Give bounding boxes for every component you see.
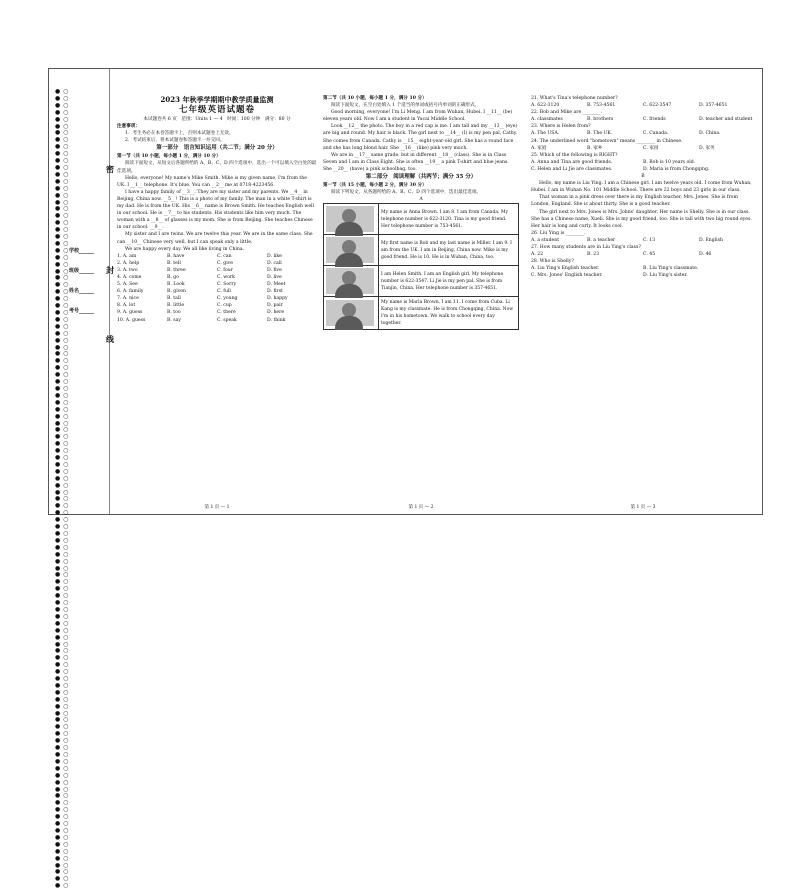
exam-subtitle: 七年级英语试题卷 — [178, 105, 255, 115]
option: C. give — [217, 260, 233, 266]
option: C. 622-3547 — [643, 103, 672, 109]
option: A. a student — [531, 237, 560, 243]
option: A. 家庭 — [531, 145, 547, 151]
option: D. Meet — [267, 282, 286, 288]
question-22: 22. Bob and Mike are ________. — [531, 110, 603, 116]
part-1-heading: 第一部分 语言知识运用（共二节；满分 20 分） — [156, 145, 278, 152]
section-3-heading: 第一节（共 15 小题，每小题 2 分，满分 30 分） — [323, 183, 427, 189]
option: D. Liu Ying's sister. — [643, 273, 688, 279]
option: C. full — [217, 289, 231, 295]
profile-row — [324, 235, 519, 266]
option: A. 622-3120 — [531, 103, 560, 109]
option: C. young — [217, 296, 238, 302]
cloze-option-row — [117, 295, 317, 302]
notice-1: 1．考生务必在本卷答题卡上，否则本试题卷上无效。 — [125, 131, 234, 137]
binding-strip — [49, 69, 110, 890]
option: 4. A. come — [117, 274, 142, 280]
question-23: 23. Where is Helen from? — [531, 124, 591, 130]
option: C. 家园 — [643, 145, 659, 151]
section-3-instructions: 阅读下列短文，从各题所给的 A、B、C、D 四个选项中，选出最佳选项。 — [331, 190, 482, 196]
option: 10. A. guess — [117, 317, 146, 323]
exam-number-field-label: 考号______ — [69, 308, 95, 314]
option: D. pair — [267, 303, 283, 309]
profile-table — [323, 203, 519, 330]
option: D. happy — [267, 296, 288, 302]
option: D. call — [267, 260, 282, 266]
option: D. China. — [699, 131, 721, 137]
cloze-option-row — [117, 253, 317, 260]
option: B. have — [167, 253, 185, 259]
option: 6. A. family — [117, 289, 144, 295]
school-field-label: 学校______ — [69, 248, 95, 254]
option: B. a teacher — [587, 237, 616, 243]
option: D. live — [267, 274, 282, 280]
page-1-footer: 第 1 页 — 1 — [204, 505, 230, 510]
class-field-label: 班级______ — [69, 268, 95, 274]
profile-text: My name is Maria Brown. I am 11. I come from Cuba. Li Kang is my classmate. He is from Chongqing, China. Now I'm in his hometown. We walk to school every day together. — [379, 297, 519, 330]
girl-photo — [326, 300, 374, 326]
passage-a-label: A — [419, 197, 423, 203]
fill-paragraph-3: We are in __17__ same grade, but in different __18__ (class). She is in Class Seven and I am in Class Eight. She is often __19__ a pink T-shirt and blue jeans. She __20__ (have) a pink schoolbag, too. — [323, 152, 509, 172]
exam-title: 2023 年秋季学期期中教学质量监测 — [160, 95, 274, 104]
option: 8. A. lot — [117, 303, 136, 309]
option: B. 753-4561 — [587, 103, 616, 109]
option: B. go — [167, 274, 180, 280]
question-options — [531, 237, 755, 244]
profile-photo-cell — [324, 235, 379, 266]
question-options — [531, 116, 755, 123]
option: A. 22 — [531, 252, 544, 258]
question-options — [531, 145, 755, 152]
question-26: 26. Liu Ying is ________. — [531, 230, 586, 236]
passage-b-label: B — [641, 174, 645, 180]
question-options — [531, 130, 755, 137]
option: 7. A. nice — [117, 296, 139, 302]
option: 9. A. guess — [117, 310, 143, 316]
section-2-heading: 第二节（共 10 小题，每小题 1 分，满分 10 分） — [323, 96, 427, 101]
option: C. 13 — [643, 237, 656, 243]
cloze-option-row — [117, 260, 317, 267]
option: C. there — [217, 310, 236, 316]
section-1-instructions: 阅读下面短文，从短文后各题所给的 A、B、C、D 四个选项中，选出一个可以填入空白处的最佳选项。 — [117, 161, 317, 174]
option: C. Canada. — [643, 131, 669, 137]
profile-text: My name is Anna Brown. I am 8. I am from Canada. My telephone number is 622-3120. Tina is my good friend. Her telephone number is 753-4561. — [379, 204, 519, 235]
option: B. little — [167, 303, 185, 309]
bind-char-xian: 线 — [106, 335, 114, 344]
option: A. The USA. — [531, 131, 560, 137]
option: B. brothers — [587, 117, 614, 123]
profile-photo-cell — [324, 266, 379, 297]
boy-photo — [326, 237, 374, 263]
question-27: 27. How many students are in Liu Ying's class? — [531, 244, 641, 250]
cloze-option-row — [117, 281, 317, 288]
question-options — [531, 251, 755, 258]
section-2-instructions: 阅读下面短文，在空白处填入 1 个适当的单词或括号内单词的正确形式。 — [331, 103, 480, 109]
option: C. Mrs. Jones' English teacher. — [531, 273, 603, 279]
question-28: 28. Who is Shelly? — [531, 259, 574, 265]
cloze-option-row — [117, 288, 317, 295]
fill-paragraph-1: Good morning, everyone! I'm Li Meng. I am from Wuhan, Hubei. I __11__ (be) eleven years old. Now I am a student in Yucai Middle School. — [323, 110, 513, 123]
question-options — [531, 159, 755, 173]
question-options — [531, 265, 755, 279]
option: C. four — [217, 267, 233, 273]
option: D. like — [267, 253, 282, 259]
option: B. tell — [167, 260, 181, 266]
option: B. 23 — [587, 252, 600, 258]
option: D. 357-4651 — [699, 103, 728, 109]
cloze-option-row — [117, 309, 317, 316]
exam-sheet — [48, 68, 763, 890]
option: B. say — [167, 317, 181, 323]
question-21: 21. What's Tina's telephone number? — [531, 96, 618, 101]
cloze-option-row — [117, 302, 317, 309]
option: C. 45 — [643, 252, 656, 258]
notice-heading: 注意事项： — [117, 124, 140, 130]
notice-2: 2．考试结束后，将本试题卷和答题卡一并交回。 — [125, 138, 225, 144]
option: D. five — [267, 267, 282, 273]
passage-b-paragraph-2: That woman in a pink dress over there is my English teacher, Mrs. Jones. She is from London, England. She is about thirty. She is a good teacher. — [531, 195, 738, 208]
page-1-column — [117, 95, 317, 507]
page-2-footer: 第 1 页 — 2 — [408, 505, 434, 510]
page-3-footer: 第 1 页 — 3 — [630, 505, 656, 510]
section-1-heading: 第一节（共 10 小题，每小题 1 分，满分 10 分） — [117, 154, 221, 160]
option: C. Helen and Li Jie are classmates. — [531, 166, 613, 172]
cloze-option-row — [117, 267, 317, 274]
bind-char-feng: 封 — [106, 266, 114, 275]
fill-paragraph-2: Look __12__ the photo. The boy in a red cap is me. I am tall and my __13__ (eye) are big and round. My hair is black. The girl next to __14__ (I) is my pen pal, Cathy. She comes from Canada. Cathy is __15__ eight-year-old girl. She has a round face and she has long blond hair. She __16__ (like) pink very much. — [323, 124, 518, 151]
question-25: 25. Which of the following is RIGHT? — [531, 152, 618, 158]
option: B. The UK. — [587, 131, 613, 137]
option: D. here — [267, 310, 285, 316]
option: C. friends — [643, 117, 666, 123]
option: B. three — [167, 267, 186, 273]
option: 3. A. two — [117, 267, 138, 273]
option: A. Anna and Tina are good friends. — [531, 159, 613, 165]
option: A. classmates — [531, 117, 563, 123]
option: C. speak — [217, 317, 237, 323]
option: B. tall — [167, 296, 181, 302]
dot-column-left: ● ○ ● ○ ● ○ ● ○ ● ○ ● ○ ● ○ ● ○ ● ○ ● ○ ● ○ ● ○ ● ○ ● ○ ● ○ ● ○ ● ○ ● ○ ● ○ ● ○ ● ○ ● ○ ● ○ ● ○ ● ○ ● ○ ● ○ ● ○ ● ○ ● ○ ● ○ ● ○ ● ○ ● ○ ● ○ ● ○ ● ○ ● ○ ● ○ ● ○ ● ○ ● ○ ● ○ ● ○ ● ○ ● ○ ● ○ ● ○ ● ○ ● ○ ● ○ ● ○ ● ○ ● ○ ● ○ ● ○ ● ○ ● ○ ● ○ ● ○ ● ○ ● ○ ● ○ ● ○ ● ○ ● ○ ● ○ ● ○ ● ○ ● ○ ● ○ ● ○ ● ○ ● ○ ● ○ ● ○ ● ○ ● ○ ● ○ ● ○ ● ○ ● ○ ● ○ ● ○ ● ○ ● ○ ● ○ ● ○ ● ○ ● ○ ● ○ ● ○ ● ○ ● ○ ● ○ ● ○ ● ○ ● ○ ● ○ ● ○ ● ○ ● ○ ● ○ ● ○ ● ○ ● ○ ● ○ ● ○ ● ○ ● ○ ● ○ ● ○ ● ○ ● ○ ● ○ ● ○ — [55, 88, 69, 890]
passage-b-paragraph-3: The girl next to Mrs. Jones is Mrs. Johns' daughter. Her name is Shelly. She is in our class. She has a Chinese name, Xueli. She is my good friend, too. She is tall with two big round eyes. Her hair is long and curly. It looks cool. — [531, 209, 752, 229]
cloze-option-row — [117, 317, 317, 324]
girl-photo — [326, 206, 374, 232]
profile-photo-cell — [324, 204, 379, 235]
option: D. first — [267, 289, 283, 295]
profile-row — [324, 266, 519, 297]
option: D. Maria is from Chongqing. — [643, 166, 710, 172]
option: C. cup — [217, 303, 232, 309]
option: C. can — [217, 253, 232, 259]
profile-row — [324, 204, 519, 235]
option: B. 家乡 — [587, 145, 603, 151]
passage-b-paragraph-1: Hello, my name is Liu Ying. I am a Chinese girl. I am twelve years old. I come from Wuhan, Hubei. I am in Wuhan No. 101 Middle School. There are 22 boys and 23 girls in our class. — [531, 181, 752, 194]
option: D. think — [267, 317, 286, 323]
exam-meta: 本试题卷共 6 页 范围：Units 1 — 4 时间：100 分钟 满分：80 分 — [143, 117, 291, 122]
cloze-paragraph-1: Hello, everyone! My name's Mike Smith. Mike is my given name, I'm from the UK. I __1__ telephone. It's blue. You can __2__ me at 0718-4223456. — [117, 175, 307, 188]
option: C. work — [217, 274, 235, 280]
option: 1. A. am — [117, 253, 137, 259]
cloze-paragraph-2: I have a happy family of __3__. They are my sister and my parents. We __4__ in Beijing, China now. __5__! This is a photo of my family. The man in a white T-shirt is my dad. He is from the UK. His __6__ name is Brown Smith. He teaches English well in our school. He is __7__ to his students. His students like him very much. The woman with a __8__ of glasses is my mom. She is from Beijing. She teaches Chinese in our school. __9__. — [117, 189, 314, 231]
cloze-option-row — [117, 274, 317, 281]
option: D. teacher and student — [699, 117, 753, 123]
option: B. Bob is 10 years old. — [643, 159, 696, 165]
option: D. English — [699, 237, 723, 243]
girl-photo — [326, 268, 374, 294]
option: D. 家务 — [699, 145, 715, 151]
name-field-label: 姓名______ — [69, 288, 95, 294]
option: B. Liu Ying's classmate. — [643, 266, 699, 272]
option: A. Liu Ying's English teacher. — [531, 266, 600, 272]
cloze-paragraph-4: We are happy every day. We all like living in China. — [125, 246, 245, 252]
profile-row — [324, 297, 519, 330]
cloze-paragraph-3: My sister and I are twins. We are twelve this year. We are in the same class. She can __10__ Chinese very well, but I can speak only a little. — [117, 232, 313, 245]
bind-char-mi: 密 — [106, 165, 114, 174]
option: 2. A. help — [117, 260, 140, 266]
part-2-heading: 第二部分 阅读理解（共两节；满分 35 分） — [365, 174, 477, 181]
profile-photo-cell — [324, 297, 379, 330]
page-3-column — [531, 95, 755, 507]
option: D. 46 — [699, 252, 712, 258]
option: B. Look — [167, 282, 185, 288]
profile-text: My first name is Bob and my last name is Miller. I am 9. I am from the UK. I am in Beijing, China now. Mike is my good friend. He is 10. He is in Wuhan, China, too. — [379, 235, 519, 266]
option: B. given — [167, 289, 186, 295]
profile-text: I am Helen Smith. I am an English girl. My telephone number is 622-3547. Li Jie is my pen pal. She is from Tianjin, China. Her telephone number is 357-4651. — [379, 266, 519, 297]
option: B. too — [167, 310, 181, 316]
option: 5. A. See — [117, 282, 138, 288]
question-24: 24. The underlined word "hometown" means ________ in Chinese. — [531, 138, 683, 144]
option: C. Sorry — [217, 282, 237, 288]
question-options — [531, 102, 755, 109]
page-2-column — [323, 95, 519, 507]
